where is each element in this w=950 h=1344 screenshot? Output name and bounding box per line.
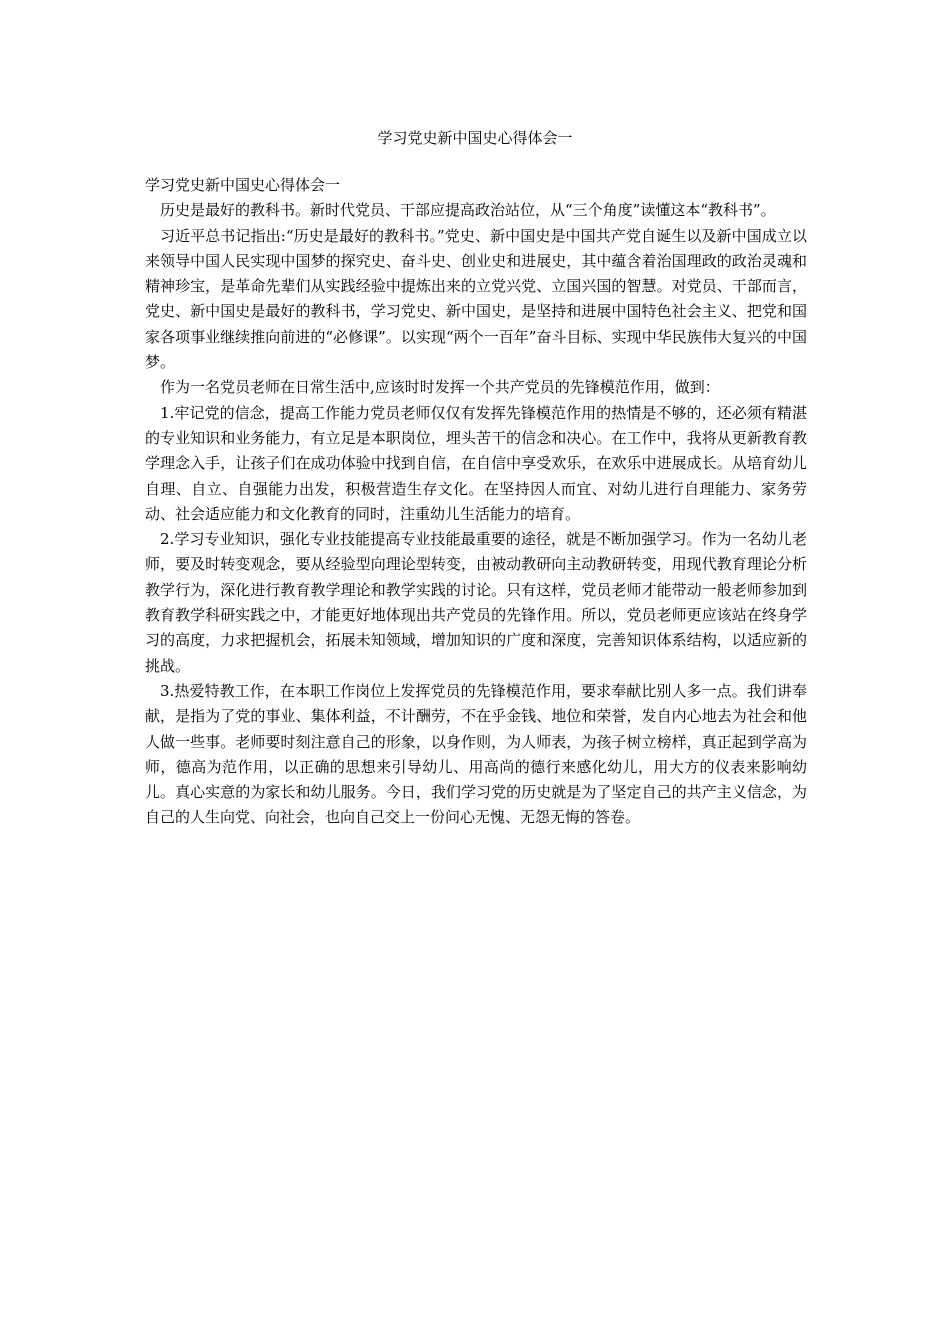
paragraph-point-2: 2.学习专业知识，强化专业技能提高专业技能最重要的途径，就是不断加强学习。作为一名幼儿老师，要及时转变观念，要从经验型向理论型转变，由被动教研向主动教研转变，用现代教育理论分析教学行为，深化进行教育教学理论和教学实践的讨论。只有这样，党员老师才能带动一般老师参加到教育教学科研实践之中，才能更好地体现出共产党员的先锋作用。所以，党员老师更应该站在终身学习的高度，力求把握机会，拓展未知领域，增加知识的广度和深度，完善知识体系结构，以适应新的挑战。 — [145, 530, 807, 675]
paragraph-intro: 历史是最好的教科书。新时代党员、干部应提高政治站位，从“三个角度”读懂这本“教科书”。 — [160, 201, 776, 220]
paragraph-point-3: 3.热爱特教工作，在本职工作岗位上发挥党员的先锋模范作用，要求奉献比别人多一点。我们讲奉献，是指为了党的事业、集体利益，不计酬劳，不在乎金钱、地位和荣誉，发自内心地去为社会和他人做一些事。老师要时刻注意自己的形象，以身作则，为人师表，为孩子树立榜样，真正起到学高为师，德高为范作用，以正确的思想来引导幼儿、用高尚的德行来感化幼儿，用大方的仪表来影响幼儿。真心实意的为家长和幼儿服务。今日，我们学习党的历史就是为了坚定自己的共产主义信念，为自己的人生向党、向社会，也向自己交上一份问心无愧、无怨无悔的答卷。 — [145, 681, 807, 827]
document-body — [145, 173, 807, 831]
paragraph-point-1: 1.牢记党的信念，提高工作能力党员老师仅仅有发挥先锋模范作用的热情是不够的，还必须有精湛的专业知识和业务能力，有立足是本职岗位，埋头苦干的信念和决心。在工作中，我将从更新教育教学理念入手，让孩子们在成功体验中找到自信，在自信中享受欢乐，在欢乐中进展成长。从培育幼儿自理、自立、自强能力出发，积极营造生存文化。在坚持因人而宜、对幼儿进行自理能力、家务劳动、社会适应能力和文化教育的同时，注重幼儿生活能力的培育。 — [145, 403, 807, 523]
body-heading: 学习党史新中国史心得体会一 — [145, 176, 341, 194]
document-title: 学习党史新中国史心得体会一 — [377, 129, 573, 147]
paragraph-role: 作为一名党员老师在日常生活中,应该时时发挥一个共产党员的先锋模范作用，做到： — [160, 378, 720, 397]
paragraph-quote: 习近平总书记指出:“历史是最好的教科书。”党史、新中国史是中国共产党自诞生以及新中国成立以来领导中国人民实现中国梦的探究史、奋斗史、创业史和进展史，其中蕴含着治国理政的政治灵魂和精神珍宝，是革命先辈们从实践经验中提炼出来的立党兴党、立国兴国的智慧。对党员、干部而言，党史、新中国史是最好的教科书，学习党史、新中国史，是坚持和进展中国特色社会主义、把党和国家各项事业继续推向前进的“必修课”。以实现“两个一百年”奋斗目标、实现中华民族伟大复兴的中国梦。 — [145, 226, 807, 372]
